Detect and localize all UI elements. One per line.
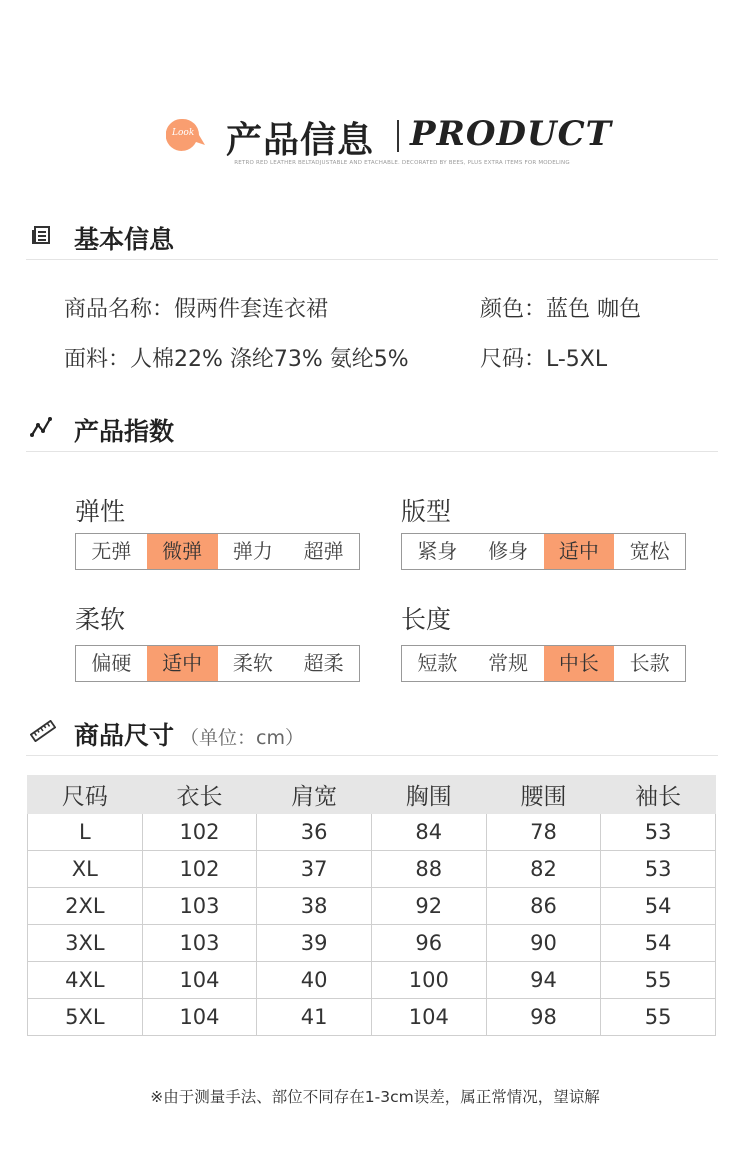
table-cell: 38	[257, 888, 372, 925]
index-option: 超弹	[303, 539, 344, 563]
index-label-fit: 版型	[401, 497, 452, 526]
index-option: 中长	[544, 646, 615, 681]
table-cell: 104	[371, 999, 486, 1036]
table-cell: 41	[257, 999, 372, 1036]
table-cell: 104	[142, 962, 257, 999]
table-cell: L	[28, 814, 143, 851]
size-title-text: 商品尺寸	[74, 721, 175, 750]
table-cell: 55	[601, 962, 716, 999]
index-option: 超柔	[303, 651, 344, 675]
table-cell: 98	[486, 999, 601, 1036]
table-cell: 92	[371, 888, 486, 925]
table-cell: 39	[257, 925, 372, 962]
look-badge-text: Look	[172, 128, 195, 138]
index-label-softness: 柔软	[75, 605, 126, 634]
table-cell: 78	[486, 814, 601, 851]
index-option: 偏硬	[91, 651, 132, 675]
table-cell: XL	[28, 851, 143, 888]
product-color: 颜色：蓝色 咖色	[480, 297, 641, 322]
index-option: 长款	[629, 651, 670, 675]
table-row	[28, 962, 716, 999]
index-option: 适中	[147, 646, 218, 681]
index-bar-fit	[401, 533, 686, 570]
table-cell: 86	[486, 888, 601, 925]
page-header	[0, 0, 750, 180]
measurement-footnote: ※由于测量手法、部位不同存在1-3cm误差，属正常情况，望谅解	[150, 1088, 600, 1106]
table-cell: 103	[142, 925, 257, 962]
page-title: 产品信息	[226, 120, 375, 161]
table-cell: 84	[371, 814, 486, 851]
table-cell: 4XL	[28, 962, 143, 999]
table-cell: 53	[601, 851, 716, 888]
index-label-length: 长度	[401, 605, 452, 634]
table-cell: 54	[601, 888, 716, 925]
table-cell: 2XL	[28, 888, 143, 925]
size-table-header-row	[28, 776, 716, 814]
size-unit: （单位：cm）	[180, 727, 304, 749]
index-label-elasticity: 弹性	[75, 497, 126, 526]
index-option: 修身	[488, 539, 529, 563]
index-option: 常规	[488, 651, 529, 675]
col-header: 腰围	[486, 776, 601, 814]
table-cell: 40	[257, 962, 372, 999]
table-cell: 37	[257, 851, 372, 888]
product-index-title: 产品指数	[74, 417, 175, 446]
col-header: 衣长	[142, 776, 257, 814]
document-list-icon	[30, 224, 52, 246]
table-row	[28, 999, 716, 1036]
index-option: 微弹	[147, 534, 218, 569]
index-option: 宽松	[629, 539, 670, 563]
index-option: 紧身	[417, 539, 458, 563]
col-header: 尺码	[28, 776, 143, 814]
table-cell: 3XL	[28, 925, 143, 962]
ruler-icon	[30, 720, 52, 742]
index-option: 无弹	[91, 539, 132, 563]
table-cell: 5XL	[28, 999, 143, 1036]
table-cell: 103	[142, 888, 257, 925]
table-row	[28, 851, 716, 888]
table-row	[28, 814, 716, 851]
table-cell: 88	[371, 851, 486, 888]
table-cell: 96	[371, 925, 486, 962]
trend-line-icon	[30, 416, 52, 438]
table-cell: 54	[601, 925, 716, 962]
basic-info-heading	[26, 214, 718, 260]
index-bar-elasticity	[75, 533, 360, 570]
page-title-en: PRODUCT	[410, 114, 612, 154]
basic-info-title: 基本信息	[74, 225, 175, 254]
product-index-heading	[26, 406, 718, 452]
index-bar-length	[401, 645, 686, 682]
index-option: 柔软	[232, 651, 273, 675]
table-cell: 36	[257, 814, 372, 851]
size-table	[27, 775, 716, 1036]
table-row	[28, 925, 716, 962]
product-size-range: 尺码：L-5XL	[480, 347, 608, 372]
table-cell: 94	[486, 962, 601, 999]
product-fabric: 面料：人棉22% 涤纶73% 氨纶5%	[64, 347, 409, 372]
index-bar-softness	[75, 645, 360, 682]
page-subtitle: RETRO RED LEATHER BELTADJUSTABLE AND ETACHABLE. DECORATED BY BEES, PLUS EXTRA ITEMS FOR MODELING	[234, 160, 570, 166]
table-row	[28, 888, 716, 925]
table-cell: 104	[142, 999, 257, 1036]
col-header: 袖长	[601, 776, 716, 814]
index-option: 弹力	[232, 539, 273, 563]
size-heading	[26, 710, 718, 756]
index-option: 适中	[544, 534, 615, 569]
index-option: 短款	[417, 651, 458, 675]
table-cell: 82	[486, 851, 601, 888]
col-header: 肩宽	[257, 776, 372, 814]
table-cell: 53	[601, 814, 716, 851]
table-cell: 102	[142, 851, 257, 888]
table-cell: 90	[486, 925, 601, 962]
col-header: 胸围	[371, 776, 486, 814]
title-divider	[397, 120, 399, 152]
product-name: 商品名称：假两件套连衣裙	[64, 297, 329, 322]
size-title	[74, 716, 304, 752]
table-cell: 102	[142, 814, 257, 851]
table-cell: 55	[601, 999, 716, 1036]
table-cell: 100	[371, 962, 486, 999]
